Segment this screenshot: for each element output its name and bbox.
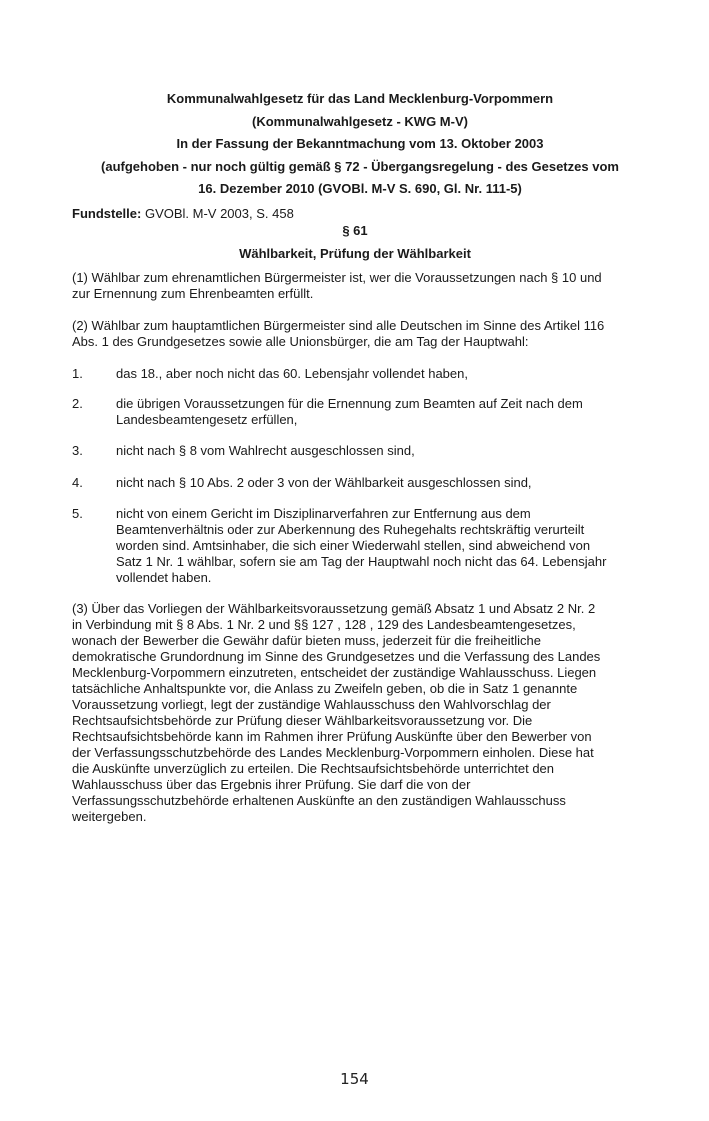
section-title: Wählbarkeit, Prüfung der Wählbarkeit (239, 246, 471, 261)
paragraph-2 (72, 318, 644, 350)
paragraph-line: (1) Wählbar zum ehrenamtlichen Bürgermeister ist, wer die Voraussetzungen nach § 10 und (72, 270, 602, 285)
list-item-line: Landesbeamtengesetz erfüllen, (116, 412, 298, 427)
fundstelle-label: Fundstelle: (72, 206, 142, 221)
list-item-number: 1. (72, 366, 83, 381)
paragraph-line: Mecklenburg-Vorpommern einzutreten, entscheidet der zuständige Wahlausschuss. Liegen (72, 665, 597, 680)
law-version: In der Fassung der Bekanntmachung vom 13. Oktober 2003 (176, 136, 544, 151)
fundstelle-value: GVOBl. M-V 2003, S. 458 (141, 206, 294, 221)
list-item-text (116, 396, 646, 428)
list-item-line: worden sind. Amtsinhaber, die sich einer Wiederwahl stellen, sind abweichend von (116, 538, 591, 553)
law-title: Kommunalwahlgesetz für das Land Mecklenburg-Vorpommern (166, 91, 554, 106)
law-repeal-note-cont: 16. Dezember 2010 (GVOBl. M-V S. 690, Gl. Nr. 111-5) (198, 181, 522, 196)
list-item-text (116, 475, 646, 491)
page-number: 154 (340, 1070, 369, 1088)
list-item-number: 5. (72, 506, 83, 521)
list-item-line: das 18., aber noch nicht das 60. Lebensjahr vollendet haben, (116, 366, 468, 381)
paragraph-line: wonach der Bewerber die Gewähr dafür bieten muss, jederzeit für die freiheitliche (72, 633, 541, 648)
list-item-number: 2. (72, 396, 83, 411)
paragraph-line: Abs. 1 des Grundgesetzes sowie alle Unionsbürger, die am Tag der Hauptwahl: (72, 334, 529, 349)
paragraph-line: (3) Über das Vorliegen der Wählbarkeitsvoraussetzung gemäß Absatz 1 und Absatz 2 Nr. 2 (72, 601, 596, 616)
list-item-number: 4. (72, 475, 83, 490)
paragraph-line: in Verbindung mit § 8 Abs. 1 Nr. 2 und §§ 127 , 128 , 129 des Landesbeamtengesetzes, (72, 617, 576, 632)
list-item-line: Satz 1 Nr. 1 wählbar, sofern sie am Tag der Hauptwahl noch nicht das 64. Lebensjahr (116, 554, 607, 569)
paragraph-line: die Auskünfte unverzüglich zu erteilen. Die Rechtsaufsichtsbehörde unterrichtet den (72, 761, 555, 776)
section-number: § 61 (342, 223, 368, 238)
list-item-line: nicht nach § 8 vom Wahlrecht ausgeschlossen sind, (116, 443, 415, 458)
law-repeal-note: (aufgehoben - nur noch gültig gemäß § 72 - Übergangsregelung - des Gesetzes vom (101, 158, 619, 174)
list-item-line: vollendet haben. (116, 570, 212, 585)
paragraph-line: demokratische Grundordnung im Sinne des Grundgesetzes und die Verfassung des Landes (72, 649, 601, 664)
law-header (60, 88, 660, 201)
paragraph-line: Verfassungsschutzbehörde erhaltenen Auskünfte an den zuständigen Wahlausschuss (72, 793, 566, 808)
paragraph-line: Rechtsaufsichtsbehörde kann im Rahmen ihrer Prüfung Auskünfte über den Bewerber von (72, 729, 592, 744)
law-short-title: (Kommunalwahlgesetz - KWG M-V) (252, 113, 468, 129)
list-item-text (116, 443, 646, 459)
paragraph-line: Wahlausschuss über das Ergebnis ihrer Prüfung. Sie darf die von der (72, 777, 471, 792)
fundstelle (72, 205, 294, 222)
paragraph-1 (72, 270, 644, 302)
list-item-text (116, 366, 646, 382)
list-item-line: nicht nach § 10 Abs. 2 oder 3 von der Wählbarkeit ausgeschlossen sind, (116, 475, 532, 490)
list-item-text (116, 506, 646, 586)
list-item-line: Beamtenverhältnis oder zur Aberkennung des Ruhegehalts rechtskräftig verurteilt (116, 522, 585, 537)
list-item-number: 3. (72, 443, 83, 458)
paragraph-line: Voraussetzung vorliegt, legt der zuständige Wahlausschuss den Wahlvorschlag der (72, 697, 551, 712)
paragraph-line: zur Ernennung zum Ehrenbeamten erfüllt. (72, 286, 314, 301)
paragraph-line: tatsächliche Anhaltspunkte vor, die Anlass zu Zweifeln geben, ob die in Satz 1 genannte (72, 681, 578, 696)
list-item-line: nicht von einem Gericht im Disziplinarverfahren zur Entfernung aus dem (116, 506, 531, 521)
paragraph-3 (72, 601, 644, 825)
paragraph-line: weitergeben. (72, 809, 147, 824)
paragraph-line: Rechtsaufsichtsbehörde zur Prüfung dieser Wählbarkeitsvoraussetzung vor. Die (72, 713, 533, 728)
list-item-line: die übrigen Voraussetzungen für die Ernennung zum Beamten auf Zeit nach dem (116, 396, 583, 411)
paragraph-line: (2) Wählbar zum hauptamtlichen Bürgermeister sind alle Deutschen im Sinne des Artikel 116 (72, 318, 605, 333)
paragraph-line: der Verfassungsschutzbehörde des Landes Mecklenburg-Vorpommern einholen. Diese hat (72, 745, 594, 760)
